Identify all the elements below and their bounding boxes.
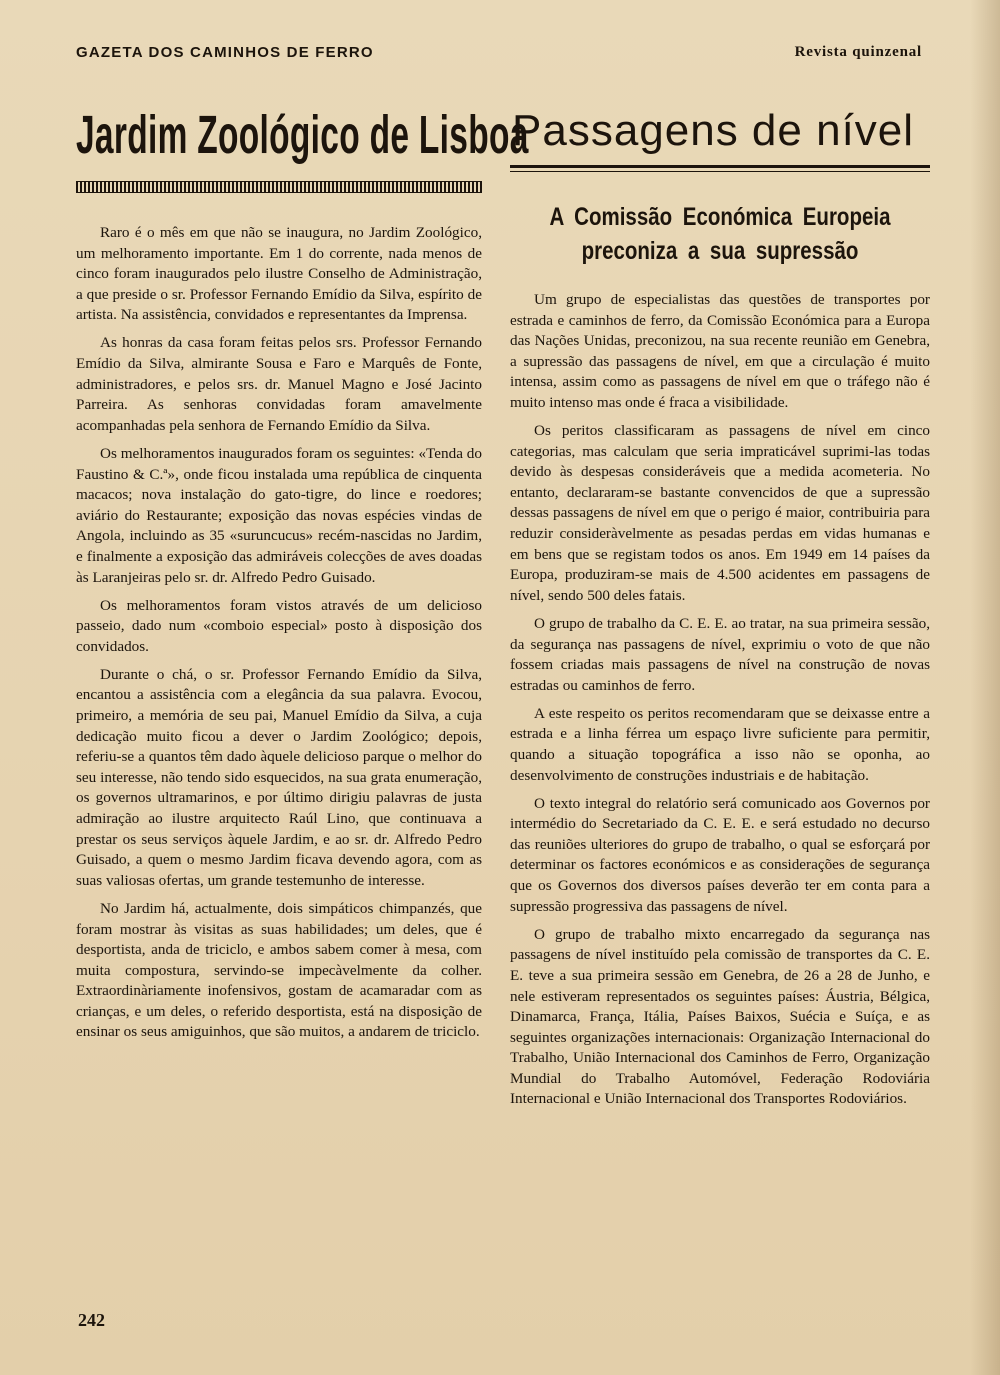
zoo-paragraph: No Jardim há, actualmente, dois simpáticos chimpanzés, que foram mostrar às visitas as suas habilidades; um deles, que é desportista, anda de triciclo, e ambos sabem comer à mesa, com muita compostura, servindo-se impecàvelmente da colher. Extraordinàriamente inofensivos, gostam de acamaradar com as crianças, e um deles, o referido desportista, está na disposição de ensinar os seus amiguinhos, que são muitos, a andarem de triciclo.: [76, 899, 482, 1041]
crossing-paragraph: A este respeito os peritos recomendaram que se deixasse entre a estrada e a linha férrea um espaço livre suficiente para permitir, quando a situação topográfica a isso não se oponha, ao desenvolvimento de construções industriais e de habitação.: [510, 704, 930, 784]
issue-type: Revista quinzenal: [794, 44, 922, 60]
subtitle-line-1: A Comissão Económica Europeia: [549, 203, 891, 231]
title-rule-thick: [510, 165, 930, 168]
zoo-paragraph: Os melhoramentos inaugurados foram os seguintes: «Tenda do Faustino & C.ª», onde ficou instalada uma república de cinquenta macacos; nova instalação do gato-tigre, do lince e roedores; aviário do Restaurante; exposição das novas espécies vindas de Angola, incluindo as 35 «suruncucus» recém-nascidas no Jardim, e finalmente a exposição das admiráveis colecções de aves doadas às Laranjeiras pelo sr. dr. Alfredo Pedro Guisado.: [76, 444, 482, 586]
running-header: [76, 42, 922, 68]
level-crossing-title: Passagens de nível: [512, 106, 915, 155]
subtitle-line-2: preconiza a sua supressão: [581, 237, 859, 265]
crossing-paragraph: O texto integral do relatório será comunicado aos Governos por intermédio do Secretariado da C. E. E. e será estudado no decurso das reuniões ulteriores do grupo de trabalho, o qual se esforçará por determinar os factores económicos e as considerações de segurança que os Governos dos diversos países deverão ter em conta para a supressão progressiva das passagens de nível.: [510, 794, 930, 915]
page-edge-shadow: [970, 0, 1000, 1375]
level-crossing-article: [510, 95, 930, 1118]
zoo-paragraph: As honras da casa foram feitas pelos srs. Professor Fernando Emídio da Silva, almirante Sousa e Faro e Marquês de Fonte, administradores, e pelos srs. dr. Manuel Magno e José Jacinto Parreira. As senhoras convidadas foram amavelmente acompanhadas pela senhora de Fernando Emídio da Silva.: [76, 334, 482, 434]
zoo-article-title: Jardim Zoológico de Lisboa: [76, 105, 529, 165]
crossing-paragraph: O grupo de trabalho mixto encarregado da segurança nas passagens de nível instituído pela comissão de transportes da C. E. E. teve a sua primeira sessão em Genebra, de 26 a 28 de Junho, e nele estiveram representados os seguintes países: Áustria, Bélgica, Dinamarca, França, Itália, Países Baixos, Suécia e Suíça, e as seguintes organizações internacionais: Organização Internacional do Trabalho, União Internacional dos Caminhos de Ferro, Organização Mundial do Trabalho Automóvel, Federação Rodoviária Internacional e União Internacional dos Transportes Rodoviários.: [510, 925, 930, 1108]
zoo-article-body: [76, 223, 482, 1043]
zoo-paragraph: Raro é o mês em que não se inaugura, no Jardim Zoológico, um melhoramento importante. Em 1 do corrente, nada menos de cinco foram inaugurados pelo ilustre Conselho de Administração, a que preside o sr. Professor Fernando Emídio da Silva, espírito de artista. Na assistência, convidados e representantes da Imprensa.: [76, 224, 482, 324]
title-rule-thin: [510, 171, 930, 172]
zoo-article: [76, 95, 529, 1051]
crossing-paragraph: O grupo de trabalho da C. E. E. ao tratar, na sua primeira sessão, da segurança nas passagens de nível, exprimiu o voto de que não fossem criadas mais passagens de nível na construção de novas estradas ou caminhos de ferro.: [510, 614, 930, 694]
level-crossing-body: [510, 290, 930, 1110]
zoo-paragraph: Os melhoramentos foram vistos através de um delicioso passeio, dado num «comboio especial» posto à disposição dos convidados.: [76, 596, 482, 655]
publication-name: GAZETA DOS CAMINHOS DE FERRO: [76, 44, 374, 61]
crossing-paragraph: Os peritos classificaram as passagens de nível em cinco categorias, mas calculam que seria impraticável suprimi-las todas devido às despesas consideráveis que a medida acometeria. No entanto, declararam-se bastante convencidos de que a supressão dessas passagens de nível em que o perigo é maior, contribuiria para reduzir consideràvelmente as pesadas perdas em vidas humanas e em bens que se registam todos os anos. Em 1949 em 14 países da Europa, produziram-se mais de 4.500 acidentes em passagens de nível, sendo 500 deles fatais.: [510, 422, 930, 604]
title-hatched-rule: [76, 181, 482, 193]
level-crossing-subtitle: [548, 200, 892, 268]
crossing-paragraph: Um grupo de especialistas das questões de transportes por estrada e caminhos de ferro, da Comissão Económica para a Europa das Nações Unidas, preconizou, na sua recente reunião em Genebra, a supressão das passagens de nível, em que a circulação é muito intensa, assim como as passagens de nível em que o tráfego não é muito intenso mas onde é fraca a visibilidade.: [510, 291, 930, 411]
page-number: 242: [78, 1310, 105, 1330]
zoo-paragraph: Durante o chá, o sr. Professor Fernando Emídio da Silva, encantou a assistência com a elegância da sua palavra. Evocou, primeiro, a memória de seu pai, Manuel Emídio da Silva, a cuja dedicação muito ficou a dever o Jardim Zoológico; depois, referiu-se a quantos têm dado àquele delicioso parque o melhor do seu interesse, não tendo sido esquecidos, na sua grata enumeração, os governos ultramarinos, e por último dirigiu palavras de justa admiração ao ilustre arquitecto Raúl Lino, que continuava a prestar os seus serviços àquele Jardim, e ao sr. dr. Alfredo Pedro Guisado, a quem o mesmo Jardim ficava devendo agora, com as suas valiosas ofertas, um grande testemunho de interesse.: [76, 665, 482, 889]
